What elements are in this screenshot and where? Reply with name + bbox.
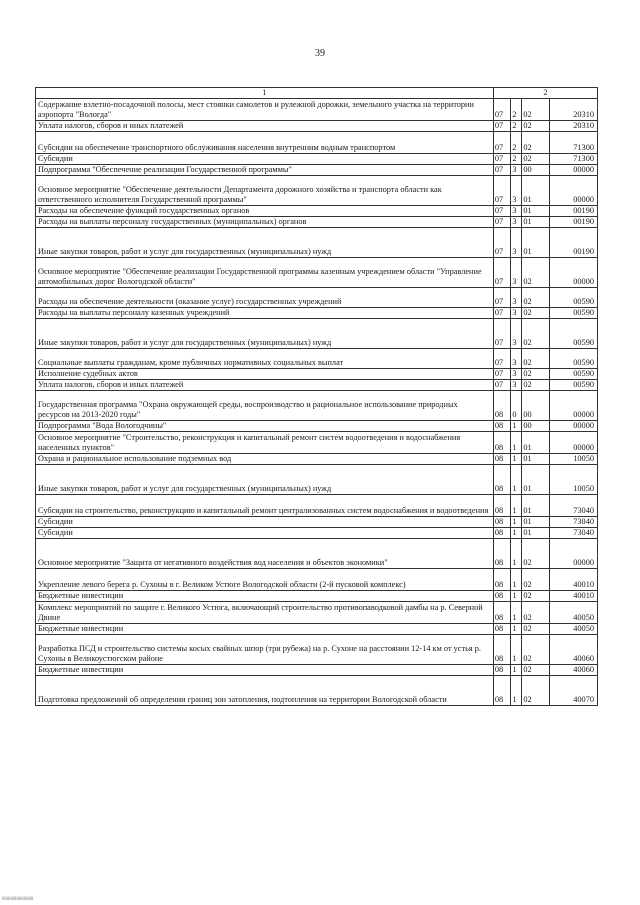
row-item-cell: 02 (522, 99, 549, 121)
row-section-cell: 07 (493, 165, 511, 176)
footer-mark: 0000000000000 (2, 896, 34, 901)
row-name-cell: Иные закупки товаров, работ и услуг для государственных (муниципальных) нужд (36, 465, 494, 495)
row-section-cell: 08 (493, 391, 511, 421)
table-row (36, 495, 598, 517)
table-row (36, 465, 598, 495)
row-section-cell: 07 (493, 228, 511, 258)
row-section-cell: 07 (493, 288, 511, 308)
row-section-cell: 07 (493, 380, 511, 391)
row-direction-cell: 20310 (549, 99, 597, 121)
row-section-cell: 07 (493, 154, 511, 165)
row-name-cell: Охрана и рациональное использование подземных вод (36, 454, 494, 465)
table-row (36, 165, 598, 176)
row-section-cell: 08 (493, 591, 511, 602)
row-section-cell: 07 (493, 258, 511, 288)
row-item-cell: 02 (522, 591, 549, 602)
row-section-cell: 08 (493, 539, 511, 569)
row-item-cell: 00 (522, 391, 549, 421)
table-row (36, 308, 598, 319)
row-item-cell: 02 (522, 258, 549, 288)
row-name-cell: Социальные выплаты гражданам, кроме публичных нормативных социальных выплат (36, 349, 494, 369)
row-direction-cell: 40050 (549, 602, 597, 624)
row-item-cell: 02 (522, 569, 549, 591)
row-subsection-cell: 1 (511, 676, 522, 706)
row-item-cell: 02 (522, 380, 549, 391)
row-section-cell: 08 (493, 432, 511, 454)
row-name-cell: Уплата налогов, сборов и иных платежей (36, 380, 494, 391)
row-name-cell: Субсидии (36, 528, 494, 539)
header-col-2: 2 (493, 88, 597, 99)
row-item-cell: 01 (522, 454, 549, 465)
row-name-cell: Подпрограмма "Обеспечение реализации Государственной программы" (36, 165, 494, 176)
row-subsection-cell: 0 (511, 391, 522, 421)
row-name-cell: Расходы на обеспечение функций государственных органов (36, 206, 494, 217)
row-item-cell: 02 (522, 319, 549, 349)
row-direction-cell: 40060 (549, 665, 597, 676)
table-row (36, 132, 598, 154)
table-row (36, 206, 598, 217)
row-section-cell: 07 (493, 308, 511, 319)
row-subsection-cell: 1 (511, 569, 522, 591)
row-name-cell: Подпрограмма "Вода Вологодчины" (36, 421, 494, 432)
row-item-cell: 02 (522, 624, 549, 635)
table-row (36, 288, 598, 308)
row-name-cell: Уплата налогов, сборов и иных платежей (36, 121, 494, 132)
row-item-cell: 01 (522, 176, 549, 206)
table-row (36, 624, 598, 635)
table-row (36, 380, 598, 391)
row-subsection-cell: 3 (511, 258, 522, 288)
row-direction-cell: 73040 (549, 495, 597, 517)
table-row (36, 591, 598, 602)
row-direction-cell: 00590 (549, 288, 597, 308)
row-direction-cell: 00000 (549, 176, 597, 206)
row-section-cell: 07 (493, 206, 511, 217)
row-item-cell: 02 (522, 665, 549, 676)
row-subsection-cell: 1 (511, 624, 522, 635)
table-row (36, 228, 598, 258)
table-row (36, 217, 598, 228)
row-name-cell: Бюджетные инвестиции (36, 624, 494, 635)
row-section-cell: 08 (493, 569, 511, 591)
row-name-cell: Комплекс мероприятий по защите г. Великого Устюга, включающий строительство противопаводковой дамбы на р. Северной Двине (36, 602, 494, 624)
row-direction-cell: 71300 (549, 132, 597, 154)
row-direction-cell: 00590 (549, 308, 597, 319)
table-row (36, 676, 598, 706)
table-row (36, 391, 598, 421)
table-row (36, 421, 598, 432)
row-item-cell: 02 (522, 121, 549, 132)
row-subsection-cell: 3 (511, 176, 522, 206)
row-name-cell: Основное мероприятие "Защита от негативного воздействия вод населения и объектов экономики" (36, 539, 494, 569)
row-subsection-cell: 1 (511, 517, 522, 528)
row-item-cell: 02 (522, 349, 549, 369)
row-subsection-cell: 3 (511, 165, 522, 176)
row-name-cell: Иные закупки товаров, работ и услуг для государственных (муниципальных) нужд (36, 319, 494, 349)
row-direction-cell: 00000 (549, 421, 597, 432)
row-section-cell: 07 (493, 99, 511, 121)
row-name-cell: Подготовка предложений об определении границ зон затопления, подтопления на территории Вологодской области (36, 676, 494, 706)
row-subsection-cell: 1 (511, 495, 522, 517)
row-item-cell: 02 (522, 369, 549, 380)
row-section-cell: 07 (493, 349, 511, 369)
row-section-cell: 08 (493, 517, 511, 528)
row-direction-cell: 00590 (549, 369, 597, 380)
row-name-cell: Субсидии на обеспечение транспортного обслуживания населения внутренним водным транспортом (36, 132, 494, 154)
row-item-cell: 02 (522, 602, 549, 624)
row-subsection-cell: 3 (511, 217, 522, 228)
table-row (36, 602, 598, 624)
row-section-cell: 08 (493, 528, 511, 539)
row-section-cell: 07 (493, 176, 511, 206)
row-direction-cell: 73040 (549, 528, 597, 539)
row-item-cell: 02 (522, 308, 549, 319)
row-name-cell: Основное мероприятие "Обеспечение деятельности Департамента дорожного хозяйства и транспорта области как ответственного исполнителя Государственной программы" (36, 176, 494, 206)
row-name-cell: Расходы на обеспечение деятельности (оказание услуг) государственных учреждений (36, 288, 494, 308)
table-header-row (36, 88, 598, 99)
row-name-cell: Государственная программа "Охрана окружающей среды, воспроизводство и рациональное использование природных ресурсов на 2013-2020 годы" (36, 391, 494, 421)
row-subsection-cell: 3 (511, 228, 522, 258)
row-name-cell: Укрепление левого берега р. Сухоны в г. Великом Устюге Вологодской области (2-й пусковой комплекс) (36, 569, 494, 591)
row-section-cell: 07 (493, 132, 511, 154)
row-section-cell: 07 (493, 217, 511, 228)
row-direction-cell: 20310 (549, 121, 597, 132)
row-item-cell: 01 (522, 206, 549, 217)
row-item-cell: 00 (522, 421, 549, 432)
row-subsection-cell: 3 (511, 319, 522, 349)
row-direction-cell: 00000 (549, 165, 597, 176)
table-row (36, 569, 598, 591)
row-subsection-cell: 1 (511, 421, 522, 432)
row-item-cell: 01 (522, 432, 549, 454)
header-col-1: 1 (36, 88, 494, 99)
table-row (36, 121, 598, 132)
row-direction-cell: 40060 (549, 635, 597, 665)
row-subsection-cell: 2 (511, 154, 522, 165)
row-direction-cell: 73040 (549, 517, 597, 528)
row-direction-cell: 00590 (549, 349, 597, 369)
row-direction-cell: 00590 (549, 319, 597, 349)
row-item-cell: 02 (522, 132, 549, 154)
row-direction-cell: 40050 (549, 624, 597, 635)
row-direction-cell: 71300 (549, 154, 597, 165)
table-row (36, 539, 598, 569)
row-direction-cell: 00590 (549, 380, 597, 391)
row-section-cell: 08 (493, 454, 511, 465)
row-item-cell: 01 (522, 217, 549, 228)
row-subsection-cell: 1 (511, 528, 522, 539)
row-item-cell: 02 (522, 154, 549, 165)
row-name-cell: Разработка ПСД и строительство системы косых свайных шпор (три рубежа) на р. Сухоне на расстоянии 12-14 км от устья р. Сухоны в Великоустюгском районе (36, 635, 494, 665)
table-row (36, 528, 598, 539)
table-row (36, 99, 598, 121)
row-subsection-cell: 2 (511, 99, 522, 121)
table-row (36, 432, 598, 454)
row-direction-cell: 00000 (549, 432, 597, 454)
row-item-cell: 02 (522, 539, 549, 569)
table-row (36, 176, 598, 206)
row-name-cell: Субсидии (36, 517, 494, 528)
row-section-cell: 08 (493, 421, 511, 432)
row-subsection-cell: 3 (511, 380, 522, 391)
row-direction-cell: 10050 (549, 454, 597, 465)
row-item-cell: 02 (522, 676, 549, 706)
row-subsection-cell: 2 (511, 132, 522, 154)
table-row (36, 369, 598, 380)
row-section-cell: 08 (493, 676, 511, 706)
row-subsection-cell: 2 (511, 121, 522, 132)
table-row (36, 517, 598, 528)
row-name-cell: Бюджетные инвестиции (36, 591, 494, 602)
page-number: 39 (315, 48, 325, 59)
table-row (36, 349, 598, 369)
row-direction-cell: 40070 (549, 676, 597, 706)
table-row (36, 154, 598, 165)
row-name-cell: Субсидии на строительство, реконструкцию и капитальный ремонт централизованных систем водоснабжения и водоотведения (36, 495, 494, 517)
row-section-cell: 08 (493, 602, 511, 624)
row-name-cell: Основное мероприятие "Обеспечение реализации Государственной программы казенным учреждением области "Управление автомобильных дорог Вологодской области" (36, 258, 494, 288)
row-direction-cell: 00000 (549, 258, 597, 288)
row-subsection-cell: 1 (511, 465, 522, 495)
table-row (36, 454, 598, 465)
row-item-cell: 01 (522, 528, 549, 539)
row-name-cell: Бюджетные инвестиции (36, 665, 494, 676)
row-item-cell: 01 (522, 228, 549, 258)
row-subsection-cell: 1 (511, 539, 522, 569)
row-name-cell: Содержание взлетно-посадочной полосы, мест стоянки самолетов и рулежной дорожки, земельного участка на территории аэропорта "Вологда" (36, 99, 494, 121)
row-subsection-cell: 1 (511, 454, 522, 465)
row-subsection-cell: 3 (511, 308, 522, 319)
row-section-cell: 08 (493, 495, 511, 517)
row-section-cell: 08 (493, 635, 511, 665)
row-direction-cell: 10050 (549, 465, 597, 495)
row-name-cell: Иные закупки товаров, работ и услуг для государственных (муниципальных) нужд (36, 228, 494, 258)
row-direction-cell: 00190 (549, 228, 597, 258)
row-subsection-cell: 3 (511, 206, 522, 217)
row-name-cell: Расходы на выплаты персоналу государственных (муниципальных) органов (36, 217, 494, 228)
row-subsection-cell: 1 (511, 665, 522, 676)
budget-table (35, 87, 598, 706)
row-subsection-cell: 1 (511, 635, 522, 665)
row-direction-cell: 00190 (549, 217, 597, 228)
row-name-cell: Исполнение судебных актов (36, 369, 494, 380)
table-row (36, 258, 598, 288)
table-row (36, 665, 598, 676)
row-section-cell: 08 (493, 465, 511, 495)
row-section-cell: 08 (493, 665, 511, 676)
row-section-cell: 07 (493, 369, 511, 380)
row-subsection-cell: 3 (511, 369, 522, 380)
row-subsection-cell: 3 (511, 349, 522, 369)
row-item-cell: 01 (522, 465, 549, 495)
row-direction-cell: 00000 (549, 539, 597, 569)
row-name-cell: Субсидии (36, 154, 494, 165)
table-row (36, 319, 598, 349)
row-direction-cell: 40010 (549, 591, 597, 602)
row-section-cell: 07 (493, 319, 511, 349)
row-item-cell: 00 (522, 165, 549, 176)
row-name-cell: Расходы на выплаты персоналу казенных учреждений (36, 308, 494, 319)
table-row (36, 635, 598, 665)
row-direction-cell: 40010 (549, 569, 597, 591)
row-item-cell: 02 (522, 635, 549, 665)
row-item-cell: 02 (522, 288, 549, 308)
row-direction-cell: 00190 (549, 206, 597, 217)
row-subsection-cell: 1 (511, 591, 522, 602)
row-name-cell: Основное мероприятие "Строительство, реконструкция и капитальный ремонт систем водоотведения и водоснабжения населенных пунктов" (36, 432, 494, 454)
row-subsection-cell: 1 (511, 432, 522, 454)
row-subsection-cell: 3 (511, 288, 522, 308)
row-subsection-cell: 1 (511, 602, 522, 624)
row-item-cell: 01 (522, 517, 549, 528)
row-section-cell: 08 (493, 624, 511, 635)
row-item-cell: 01 (522, 495, 549, 517)
row-section-cell: 07 (493, 121, 511, 132)
row-direction-cell: 00000 (549, 391, 597, 421)
